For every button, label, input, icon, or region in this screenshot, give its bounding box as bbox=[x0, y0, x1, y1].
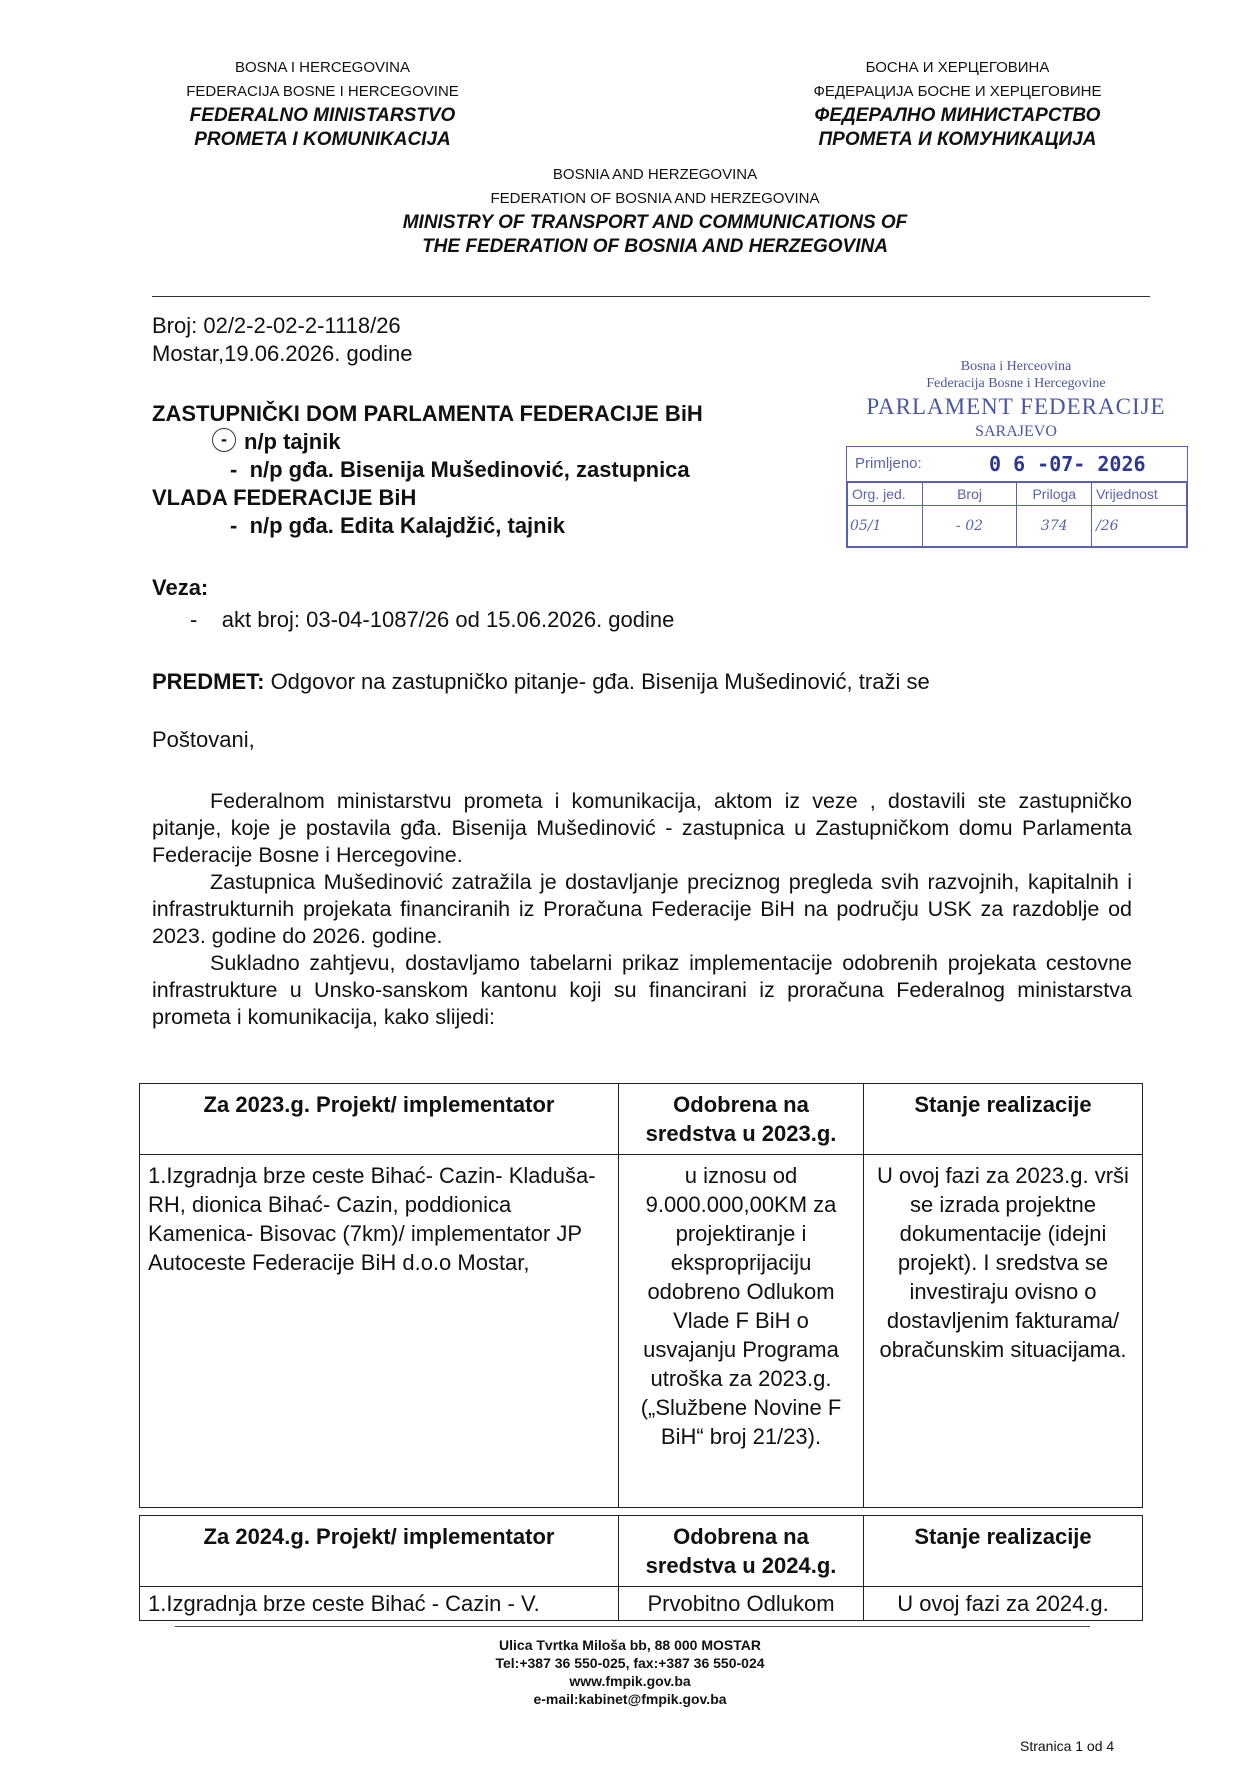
header-center-ministry-2: THE FEDERATION OF BOSNIA AND HERZEGOVINA bbox=[422, 236, 888, 257]
paragraph-3: Sukladno zahtjevu, dostavljamo tabelarni prikaz implementacije odobrenih projekata cestovne infrastrukture u Unsko-sanskom kantonu koji su financirani iz proračuna Federalnog ministarstva prometa i komunikacija, kako slijedi: bbox=[152, 951, 1132, 1029]
table-2024-header-funds: Odobrena na sredstva u 2024.g. bbox=[619, 1516, 864, 1587]
header-right-federation: ФЕДЕРАЦИЈА БОСНЕ И ХЕРЦЕГОВИНЕ bbox=[813, 83, 1102, 100]
table-2023-header-status: Stanje realizacije bbox=[864, 1084, 1143, 1155]
stamp-box bbox=[846, 446, 1188, 548]
footer-divider bbox=[175, 1626, 1090, 1627]
subject-label: PREDMET: bbox=[152, 669, 265, 694]
table-row bbox=[140, 1587, 1143, 1621]
dash-bullet: - bbox=[230, 513, 250, 538]
stamp-val-org: 05/1 bbox=[848, 506, 923, 547]
stamp-city: SARAJEVO bbox=[975, 423, 1057, 440]
stamp-received-date: 0 6 -07- 2026 bbox=[989, 452, 1146, 476]
table-2023-status: U ovoj fazi za 2023.g. vrši se izrada projektne dokumentacije (idejni projekt). I sredstva se investiraju ovisno o dostavljenim fakturama/ obračunskim situacijama. bbox=[864, 1155, 1143, 1508]
connection-block bbox=[152, 574, 852, 634]
connection-act: akt broj: 03-04-1087/26 od 15.06.2026. godine bbox=[221, 607, 675, 632]
header-left-ministry: FEDERALNO MINISTARSTVO bbox=[189, 105, 456, 126]
table-row bbox=[140, 1516, 1143, 1587]
stamp-received-row bbox=[847, 447, 1187, 482]
recipient-parliament: ZASTUPNIČKI DOM PARLAMENTA FEDERACIJE BiH bbox=[152, 401, 703, 426]
header-center-federation: FEDERATION OF BOSNIA AND HERZEGOVINA bbox=[490, 190, 820, 207]
recipients-block bbox=[152, 400, 812, 540]
table-2024-header-project: Za 2024.g. Projekt/ implementator bbox=[140, 1516, 619, 1587]
header-left-federation: FEDERACIJA BOSNE I HERCEGOVINE bbox=[186, 83, 459, 100]
header-left-country: BOSNA I HERCEGOVINA bbox=[234, 59, 411, 76]
stamp-parliament: PARLAMENT FEDERACIJE bbox=[866, 394, 1166, 419]
header-right-country: БОСНА И ХЕРЦЕГОВИНА bbox=[865, 59, 1050, 76]
connection-item bbox=[152, 606, 852, 634]
reference-place-date: Mostar,19.06.2026. godine bbox=[152, 341, 413, 366]
page-number: Stranica 1 od 4 bbox=[1020, 1738, 1115, 1754]
recipient-line-representative bbox=[152, 456, 812, 484]
footer-website: www.fmpik.gov.ba bbox=[569, 1673, 691, 1689]
recipient-line-gov-secretary bbox=[152, 512, 812, 540]
stamp-col-value: Vrijednost bbox=[1092, 483, 1187, 506]
header-center bbox=[350, 163, 960, 259]
reference-number: Broj: 02/2-2-02-2-1118/26 bbox=[152, 313, 401, 338]
table-2024-funds: Prvobitno Odlukom bbox=[619, 1587, 864, 1621]
stamp-val-value: /26 bbox=[1092, 506, 1187, 547]
header-left bbox=[160, 56, 485, 152]
table-2023-project: 1.Izgradnja brze ceste Bihać- Cazin- Kladuša- RH, dionica Bihać- Cazin, poddionica Kamenica- Bisovac (7km)/ implementator JP Autoceste Federacije BiH d.o.o Mostar, bbox=[140, 1155, 619, 1508]
footer-phone: Tel:+387 36 550-025, fax:+387 36 550-024 bbox=[495, 1655, 765, 1671]
table-row bbox=[140, 1155, 1143, 1508]
table-2024-project: 1.Izgradnja brze ceste Bihać - Cazin - V. bbox=[140, 1587, 619, 1621]
paragraph-2: Zastupnica Mušedinović zatražila je dostavljanje preciznog pregleda svih razvojnih, kapitalnih i infrastrukturnih projekata financiranih iz Proračuna Federacije BiH na području USK za razdoblje od 2023. godine do 2026. godine. bbox=[152, 870, 1132, 948]
table-2024 bbox=[139, 1515, 1143, 1621]
table-2023-funds: u iznosu od 9.000.000,00KM za projektiranje i eksproprijaciju odobreno Odlukom Vlade F BiH o usvajanju Programa utroška za 2023.g. („Službene Novine F BiH“ broj 21/23). bbox=[619, 1155, 864, 1508]
header-right bbox=[785, 56, 1130, 152]
table-2023-header-project: Za 2023.g. Projekt/ implementator bbox=[140, 1084, 619, 1155]
header-right-ministry: ФЕДЕРАЛНО МИНИСТАРСТВО bbox=[814, 105, 1101, 126]
footer bbox=[380, 1636, 880, 1708]
header-divider bbox=[152, 296, 1150, 297]
stamp-val-number: - 02 bbox=[922, 506, 1017, 547]
recipient-line-secretary bbox=[152, 428, 812, 456]
reception-stamp bbox=[846, 358, 1186, 548]
subject-line bbox=[152, 668, 1152, 696]
header-left-ministry-2: PROMETA I KOMUNIKACIJA bbox=[194, 129, 451, 150]
subject-text: Odgovor na zastupničko pitanje- gđa. Bisenija Mušedinović, traži se bbox=[264, 669, 930, 694]
footer-email: e-mail:kabinet@fmpik.gov.ba bbox=[533, 1691, 727, 1707]
stamp-country: Bosna i Herceovina bbox=[960, 359, 1072, 374]
greeting: Poštovani, bbox=[152, 727, 255, 752]
stamp-col-attachment: Priloga bbox=[1017, 483, 1092, 506]
table-2023 bbox=[139, 1083, 1143, 1508]
header-right-ministry-2: ПРОМЕТА И КОМУНИКАЦИЈА bbox=[818, 129, 1097, 150]
paragraph-1: Federalnom ministarstvu prometa i komunikacija, aktom iz veze , dostavili ste zastupničko pitanje, koje je postavila gđa. Bisenija Mušedinović - zastupnica u Zastupničkom domu Parlamenta Federacije Bosne i Hercegovine. bbox=[152, 789, 1132, 867]
table-2023-header-funds: Odobrena na sredstva u 2023.g. bbox=[619, 1084, 864, 1155]
body-text bbox=[152, 788, 1132, 1031]
table-2024-header-status: Stanje realizacije bbox=[864, 1516, 1143, 1587]
table-row bbox=[140, 1084, 1143, 1155]
dash-bullet: - bbox=[190, 607, 222, 632]
stamp-fields bbox=[847, 482, 1187, 547]
stamp-federation: Federacija Bosne i Hercegovine bbox=[926, 376, 1106, 391]
recipient-secretary: n/p tajnik bbox=[244, 429, 341, 454]
stamp-col-org: Org. jed. bbox=[848, 483, 923, 506]
stamp-received-label: Primljeno: bbox=[855, 455, 922, 472]
dash-bullet: - bbox=[230, 457, 250, 482]
header-center-country: BOSNIA AND HERZEGOVINA bbox=[552, 166, 758, 183]
connection-label: Veza: bbox=[152, 575, 209, 600]
recipient-government: VLADA FEDERACIJE BiH bbox=[152, 485, 417, 510]
stamp-val-attachment: 374 bbox=[1017, 506, 1092, 547]
circled-dash-mark: - bbox=[212, 428, 236, 452]
recipient-representative: n/p gđa. Bisenija Mušedinović, zastupnica bbox=[249, 457, 690, 482]
table-2024-status: U ovoj fazi za 2024.g. bbox=[864, 1587, 1143, 1621]
stamp-col-number: Broj bbox=[922, 483, 1017, 506]
recipient-gov-secretary: n/p gđa. Edita Kalajdžić, tajnik bbox=[249, 513, 565, 538]
reference-block bbox=[152, 312, 652, 368]
footer-address: Ulica Tvrtka Miloša bb, 88 000 MOSTAR bbox=[499, 1637, 761, 1653]
header-center-ministry: MINISTRY OF TRANSPORT AND COMMUNICATIONS OF bbox=[402, 212, 908, 233]
